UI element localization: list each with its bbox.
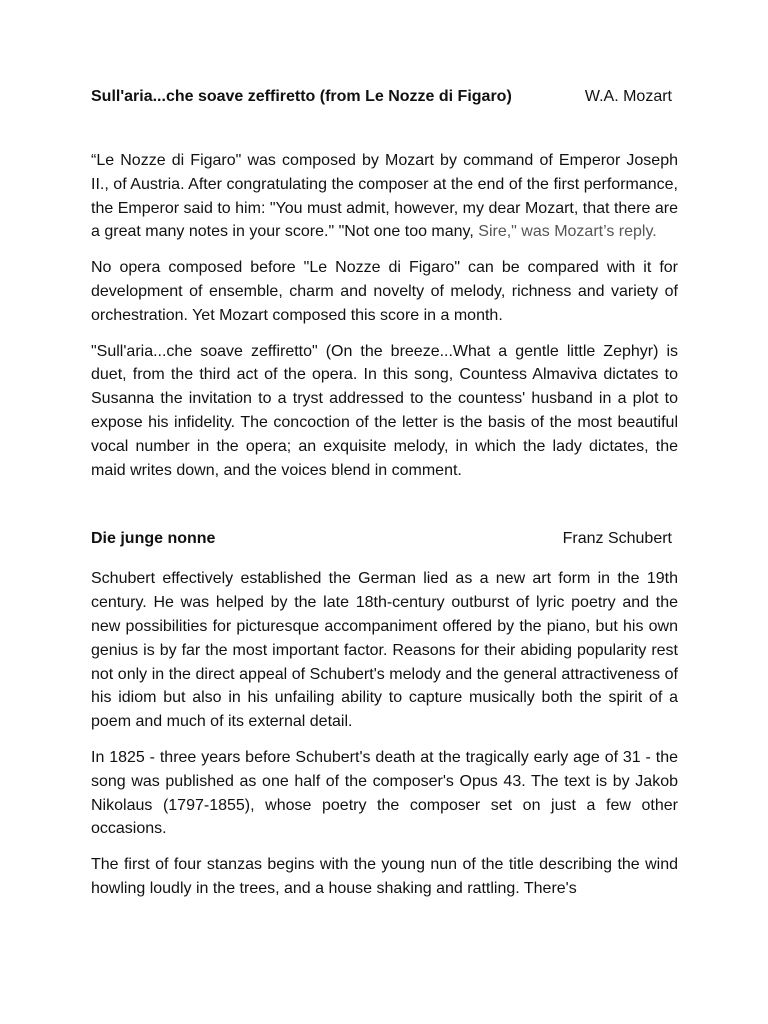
paragraph-figaro-history [91,149,678,244]
piece-title: Die junge nonne [91,530,216,548]
paragraph-schubert-publication: In 1825 - three years before Schubert's death at the tragically early age of 31 - the song was published as one half of the composer's Opus 43. The text is by Jakob Nikolaus (1797-1855), whose poetry the composer set on just a few other occasions. [91,748,678,838]
paragraph-text: “Le Nozze di Figaro" was composed by Mozart by command of Emperor Joseph II., of Austria. After congratulating the composer at the end of the first performance, the Emperor said to him: "You must admit, however, my dear Mozart, that there are a great many notes in your score." "Not one too many, [91,152,678,241]
mozart-reply-text: Sire," was Mozart’s reply. [478,223,657,241]
piece-header-mozart [91,85,678,109]
paragraph-schubert-stanzas: The first of four stanzas begins with the young nun of the title describing the wind howling loudly in the trees, and a house shaking and rattling. There's [91,856,678,897]
piece-title: Sull'aria...che soave zeffiretto (from Le Nozze di Figaro) [91,88,512,105]
paragraph-schubert-lied: Schubert effectively established the German lied as a new art form in the 19th century. He was helped by the late 18th-century outburst of lyric poetry and the new possibilities for picturesque accompaniment offered by the piano, but his own genius is by far the most important factor. Reasons for their abiding popularity rest not only in the direct appeal of Schubert's melody and the general attractiveness of his idiom but also in his unfailing ability to capture musically both the spirit of a poem and much of its external detail. [91,570,678,731]
piece-composer: W.A. Mozart [584,88,672,105]
piece-composer: Franz Schubert [562,530,672,548]
document-content [91,85,678,913]
piece-header-schubert [91,527,678,551]
section-spacer [91,494,678,527]
paragraph-sullaria-description: "Sull'aria...che soave zeffiretto" (On the breeze...What a gentle little Zephyr) is duet, from the third act of the opera. In this song, Countess Almaviva dictates to Susanna the invitation to a tryst addressed to the countess' husband in a plot to expose his infidelity. The concoction of the letter is the basis of the most beautiful vocal number in the opera; an exquisite melody, in which the lady dictates, the maid writes down, and the voices blend in comment. [91,342,678,479]
paragraph-figaro-significance: No opera composed before "Le Nozze di Figaro" can be compared with it for development of ensemble, charm and novelty of melody, richness and variety of orchestration. Yet Mozart composed this score in a month. [91,259,678,324]
